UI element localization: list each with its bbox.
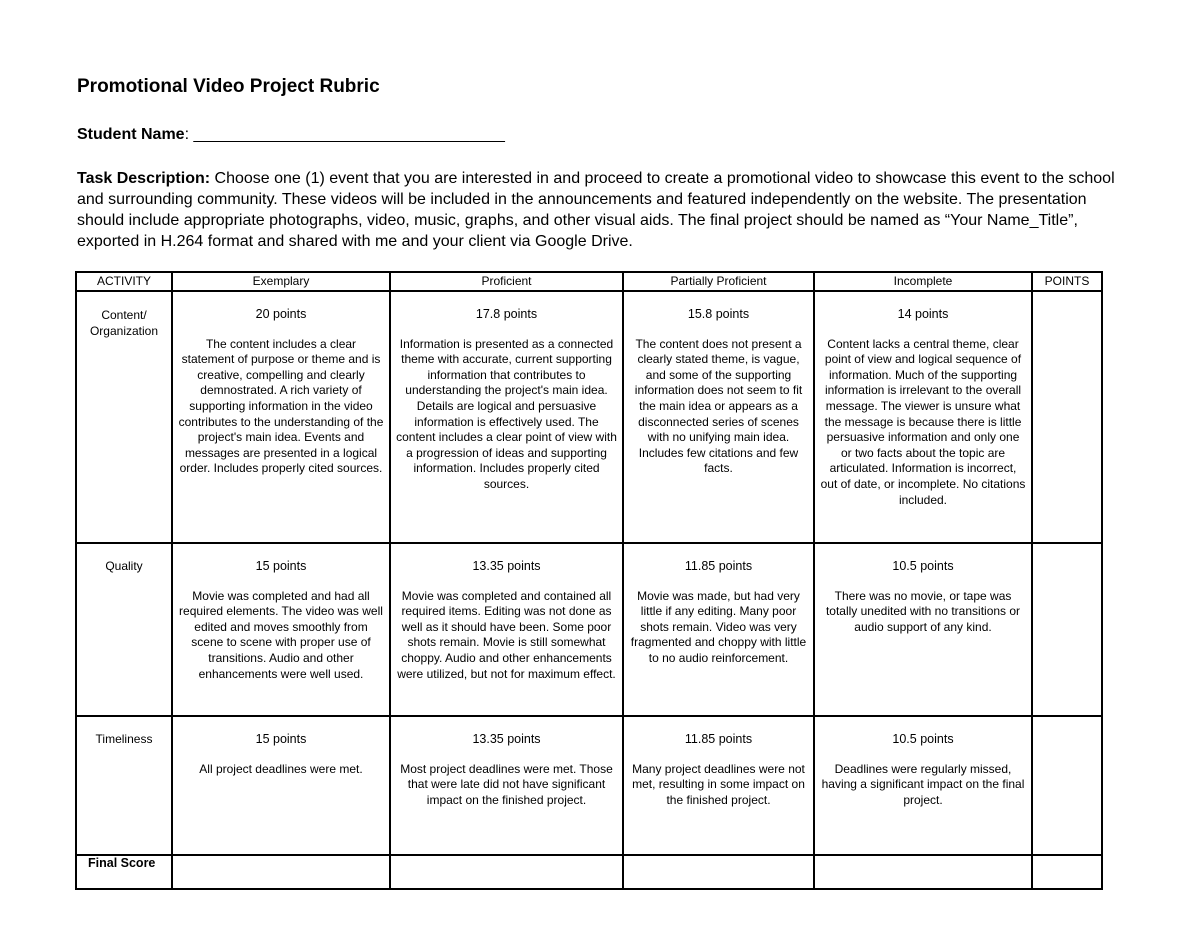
rubric-cell xyxy=(623,543,814,716)
cell-description: Content lacks a central theme, clear point of view and logical sequence of information. Much of the supporting information is irrelevant to the overall message. The viewer is unsure what the message is because there is little persuasive information and only one or two facts about the topic are articulated. Information is incorrect, out of date, or incomplete. No citations included. xyxy=(820,336,1026,507)
task-description xyxy=(77,168,1127,252)
cell-points: 17.8 points xyxy=(475,307,538,321)
cell-points: 11.85 points xyxy=(684,732,753,746)
points-cell[interactable] xyxy=(1032,716,1102,855)
cell-description: Most project deadlines were met. Those that were late did not have significant impact on the finished project. xyxy=(400,761,613,807)
rubric-cell xyxy=(172,716,390,855)
cell-points: 11.85 points xyxy=(684,559,753,573)
rubric-cell xyxy=(623,291,814,543)
row-activity-cell xyxy=(76,291,172,543)
cell-description: There was no movie, or tape was totally unedited with no transitions or audio support of any kind. xyxy=(825,588,1021,634)
header-exemplary: Exemplary xyxy=(172,272,390,291)
cell-description: Movie was completed and contained all required items. Editing was not done as well as it should have been. Some poor shots remain. Movie is still somewhat choppy. Audio and other enhancements were utilized, but not for maximum effect. xyxy=(397,588,616,681)
rubric-cell xyxy=(814,543,1032,716)
final-score-cell[interactable] xyxy=(814,855,1032,889)
cell-points: 20 points xyxy=(255,307,307,321)
rubric-cell xyxy=(814,716,1032,855)
rubric-cell xyxy=(390,291,623,543)
rubric-cell xyxy=(172,291,390,543)
header-incomplete: Incomplete xyxy=(814,272,1032,291)
cell-description: Many project deadlines were not met, resulting in some impact on the finished project. xyxy=(632,761,805,807)
row-activity-cell xyxy=(76,543,172,716)
cell-points: 15 points xyxy=(255,559,307,573)
header-proficient: Proficient xyxy=(390,272,623,291)
row-activity-label: Quality xyxy=(105,559,143,573)
student-name-line xyxy=(77,126,505,144)
final-score-cell[interactable] xyxy=(1032,855,1102,889)
cell-points: 15 points xyxy=(255,732,307,746)
final-score-cell[interactable] xyxy=(623,855,814,889)
cell-description: The content includes a clear statement of purpose or theme and is creative, compelling and clearly demnostrated. A rich variety of supporting information in the video contributes to the understanding of the project's main idea. Events and messages are presented in a logical order. Includes properly cited sources. xyxy=(178,336,384,476)
rubric-cell xyxy=(390,543,623,716)
header-row xyxy=(76,272,1102,291)
cell-points: 14 points xyxy=(897,307,949,321)
row-activity-label: Timeliness xyxy=(95,732,153,746)
student-name-blank: : ___________________________________ xyxy=(184,126,505,143)
table-row xyxy=(76,716,1102,855)
rubric-cell xyxy=(390,716,623,855)
rubric-cell xyxy=(814,291,1032,543)
header-activity: ACTIVITY xyxy=(76,272,172,291)
points-cell[interactable] xyxy=(1032,543,1102,716)
header-points: POINTS xyxy=(1032,272,1102,291)
final-score-cell[interactable] xyxy=(172,855,390,889)
cell-description: Information is presented as a connected theme with accurate, current supporting information that contributes to understanding the project's main idea. Details are logical and persuasive information is effectively used. The content includes a clear point of view with a progression of ideas and supporting information. Includes properly cited sources. xyxy=(396,336,617,491)
cell-points: 15.8 points xyxy=(687,307,750,321)
cell-points: 13.35 points xyxy=(472,732,541,746)
final-score-row xyxy=(76,855,1102,889)
cell-points: 10.5 points xyxy=(892,559,954,573)
task-description-text: Choose one (1) event that you are interested in and proceed to create a promotional video to showcase this event to the school and surrounding community. These videos will be included in the announcements and featured independently on the website. The presentation should include appropriate photographs, video, music, graphs, and other visual aids. The final project should be named as “Your Name_Title”, exported in H.264 format and shared with me and your client via Google Drive. xyxy=(77,170,1115,250)
row-activity-label: Content/ Organization xyxy=(89,308,159,338)
final-score-label-cell xyxy=(76,855,172,889)
cell-points: 10.5 points xyxy=(892,732,954,746)
cell-description: Movie was completed and had all required elements. The video was well edited and moves smoothly from scene to scene with proper use of transitions. Audio and other enhancements were well used. xyxy=(179,588,383,681)
page-title: Promotional Video Project Rubric xyxy=(77,76,380,97)
rubric-cell xyxy=(172,543,390,716)
table-row xyxy=(76,291,1102,543)
cell-points: 13.35 points xyxy=(472,559,541,573)
cell-description: All project deadlines were met. xyxy=(199,761,363,776)
cell-description: The content does not present a clearly stated theme, is vague, and some of the supporting information does not seem to fit the main idea or appears as a disconnected series of scenes with no unifying main idea. Includes few citations and few facts. xyxy=(634,336,803,476)
points-cell[interactable] xyxy=(1032,291,1102,543)
student-name-label: Student Name xyxy=(77,126,185,143)
final-score-label: Final Score xyxy=(88,856,156,870)
final-score-cell[interactable] xyxy=(390,855,623,889)
row-activity-cell xyxy=(76,716,172,855)
cell-description: Deadlines were regularly missed, having a significant impact on the final project. xyxy=(821,761,1025,807)
rubric-cell xyxy=(623,716,814,855)
cell-description: Movie was made, but had very little if any editing. Many poor shots remain. Video was very fragmented and choppy with little to no audio reinforcement. xyxy=(630,588,807,665)
table-row xyxy=(76,543,1102,716)
header-partially-proficient: Partially Proficient xyxy=(623,272,814,291)
rubric-table xyxy=(75,271,1103,890)
task-description-label: Task Description: xyxy=(77,170,211,187)
